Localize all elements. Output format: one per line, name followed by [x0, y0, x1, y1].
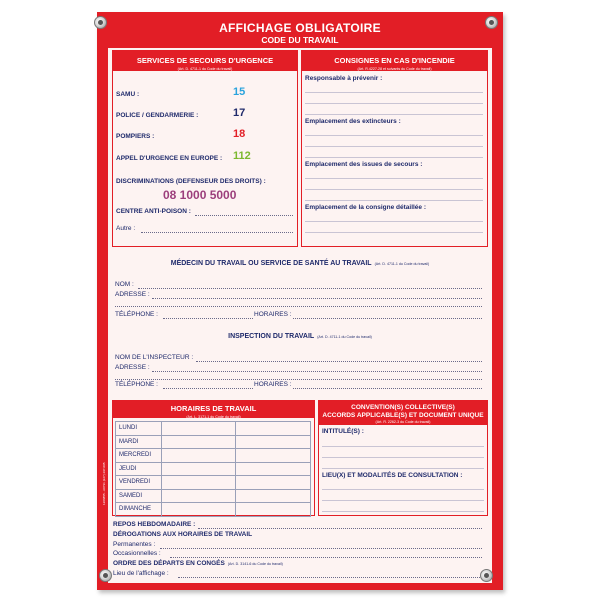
conges-label — [113, 560, 283, 567]
medecin-nom-line — [138, 288, 482, 289]
intitule-label: INTITULÉ(S) : — [322, 428, 364, 435]
inspection-nom-label: NOM DE L'INSPECTEUR : — [115, 354, 194, 361]
inspection-adresse-line-2 — [115, 379, 482, 380]
horaires-cell — [236, 489, 311, 503]
europe-label: APPEL D'URGENCE EN EUROPE : — [116, 155, 223, 162]
autre-line — [141, 232, 293, 233]
horaires-day-label: MARDI — [116, 435, 162, 449]
consigne-label: Emplacement de la consigne détaillée : — [305, 204, 427, 211]
incendie-line — [305, 157, 483, 158]
police-label: POLICE / GENDARMERIE : — [116, 112, 199, 119]
medecin-title-text: MÉDECIN DU TRAVAIL OU SERVICE DE SANTÉ AU TRAVAIL — [170, 260, 372, 267]
horaires-cell — [161, 422, 236, 436]
horaires-row — [116, 489, 311, 503]
poster-subtitle: CODE DU TRAVAIL — [261, 35, 339, 45]
conventions-line — [322, 500, 484, 501]
horaires-cell — [161, 462, 236, 476]
poster-title: AFFICHAGE OBLIGATOIRE — [219, 21, 381, 35]
medecin-telephone-label: TÉLÉPHONE : — [115, 311, 158, 318]
horaires-row — [116, 422, 311, 436]
inspection-horaires-label: HORAIRES : — [254, 381, 292, 388]
inspection-telephone-label: TÉLÉPHONE : — [115, 381, 158, 388]
poster-board — [97, 12, 503, 590]
horaires-day-label: JEUDI — [116, 462, 162, 476]
horaires-table — [115, 421, 311, 517]
medecin-ref: (Art. D. 4711-1 du Code du travail) — [374, 262, 430, 266]
permanentes-label: Permanentes : — [113, 541, 156, 548]
incendie-line — [305, 114, 483, 115]
inspection-horaires-line — [293, 388, 482, 389]
medecin-adresse-label: ADRESSE : — [115, 291, 150, 298]
incendie-line — [305, 146, 483, 147]
samu-label: SAMU : — [116, 91, 140, 98]
horaires-cell — [161, 449, 236, 463]
lieu-label: Lieu de l'affichage : — [113, 570, 169, 577]
horaires-row — [116, 462, 311, 476]
conventions-line — [322, 511, 484, 512]
europe-number: 112 — [233, 150, 251, 162]
inspection-telephone-line — [163, 388, 253, 389]
screw-top-left-icon — [94, 16, 107, 29]
medecin-title — [108, 260, 492, 267]
police-number: 17 — [233, 107, 246, 119]
medecin-horaires-line — [293, 318, 482, 319]
medecin-adresse-line-2 — [115, 306, 482, 307]
pompiers-number: 18 — [233, 128, 246, 140]
secours-ref: (Art. D. 4711-1 du Code du travail) — [177, 67, 233, 71]
incendie-line — [305, 221, 483, 222]
conventions-header — [319, 401, 487, 425]
lieu-line — [178, 577, 482, 578]
horaires-cell — [236, 449, 311, 463]
permanentes-line — [160, 548, 482, 549]
issues-label: Emplacement des issues de secours : — [305, 161, 423, 168]
conventions-box — [318, 400, 488, 516]
occasionnelles-label: Occasionnelles : — [113, 550, 161, 557]
horaires-box — [112, 400, 315, 516]
inspection-adresse-line — [152, 371, 482, 372]
horaires-day-label: LUNDI — [116, 422, 162, 436]
medecin-adresse-line — [152, 298, 482, 299]
inspection-title — [108, 333, 492, 340]
medecin-horaires-label: HORAIRES : — [254, 311, 292, 318]
horaires-day-label: VENDREDI — [116, 476, 162, 490]
pompiers-label: POMPIERS : — [116, 133, 155, 140]
horaires-cell — [161, 503, 236, 517]
incendie-line — [305, 92, 483, 93]
incendie-line — [305, 200, 483, 201]
horaires-header — [113, 401, 314, 418]
secours-title: SERVICES DE SECOURS D'URGENCE — [136, 56, 274, 65]
antipoison-label: CENTRE ANTI-POISON : — [116, 208, 191, 215]
discrim-number: 08 1000 5000 — [163, 188, 237, 202]
horaires-cell — [236, 435, 311, 449]
incendie-title: CONSIGNES EN CAS D'INCENDIE — [334, 56, 455, 65]
inspection-nom-line — [196, 361, 482, 362]
conventions-line — [322, 489, 484, 490]
horaires-title: HORAIRES DE TRAVAIL — [170, 404, 257, 413]
samu-number: 15 — [233, 86, 246, 98]
medecin-nom-label: NOM : — [115, 281, 134, 288]
repos-line — [198, 528, 482, 529]
horaires-cell — [161, 435, 236, 449]
incendie-line — [305, 135, 483, 136]
horaires-ref: (Art. L. 3171-1 du Code du travail) — [186, 415, 241, 419]
screw-bottom-right-icon — [480, 569, 493, 582]
autre-label: Autre : — [116, 225, 136, 232]
conventions-title-1: CONVENTION(S) COLLECTIVE(S) — [351, 404, 455, 411]
lieux-label: LIEU(X) ET MODALITÉS DE CONSULTATION : — [322, 472, 463, 479]
conventions-line — [322, 457, 484, 458]
incendie-box — [301, 50, 488, 247]
horaires-day-label: DIMANCHE — [116, 503, 162, 517]
incendie-header — [302, 51, 487, 71]
screw-top-right-icon — [485, 16, 498, 29]
horaires-row — [116, 503, 311, 517]
conges-ref: (Art. D. 3141-6 du Code du travail) — [227, 562, 283, 566]
incendie-line — [305, 189, 483, 190]
screw-bottom-left-icon — [99, 569, 112, 582]
conventions-ref: (Art. R. 2262-3 du Code du travail) — [375, 420, 431, 424]
antipoison-line — [195, 215, 293, 216]
occasionnelles-line — [170, 557, 482, 558]
repos-label: REPOS HEBDOMADAIRE : — [113, 521, 196, 528]
horaires-row — [116, 476, 311, 490]
inspection-ref: (Art. D. 4711-1 du Code du travail) — [317, 335, 372, 339]
extincteurs-label: Emplacement des extincteurs : — [305, 118, 401, 125]
horaires-cell — [236, 476, 311, 490]
incendie-line — [305, 178, 483, 179]
horaires-row — [116, 449, 311, 463]
incendie-line — [305, 232, 483, 233]
horaires-cell — [161, 489, 236, 503]
horaires-cell — [161, 476, 236, 490]
conges-text: ORDRE DES DÉPARTS EN CONGÉS — [113, 560, 225, 567]
discrim-label: DISCRIMINATIONS (DEFENSEUR DES DROITS) : — [116, 178, 266, 185]
derogations-label: DÉROGATIONS AUX HORAIRES DE TRAVAIL — [113, 531, 253, 538]
secours-header — [113, 51, 297, 71]
horaires-day-label: SAMEDI — [116, 489, 162, 503]
conventions-line — [322, 468, 484, 469]
incendie-ref: (Art. R.4227-28 et suivants du Code du travail) — [357, 67, 432, 71]
horaires-cell — [236, 462, 311, 476]
poster-panel — [108, 48, 492, 583]
incendie-line — [305, 103, 483, 104]
medecin-telephone-line — [163, 318, 253, 319]
horaires-row — [116, 435, 311, 449]
conventions-line — [322, 446, 484, 447]
horaires-day-label: MERCREDI — [116, 449, 162, 463]
inspection-adresse-label: ADRESSE : — [115, 364, 150, 371]
inspection-title-text: INSPECTION DU TRAVAIL — [228, 333, 315, 340]
secours-box — [112, 50, 298, 247]
product-code: 1206855 - A0731 (227) 297-005 — [102, 462, 106, 505]
conventions-title-2: ACCORDS APPLICABLE(S) ET DOCUMENT UNIQUE — [322, 411, 484, 419]
horaires-cell — [236, 422, 311, 436]
horaires-cell — [236, 503, 311, 517]
responsable-label: Responsable à prévenir : — [305, 75, 383, 82]
